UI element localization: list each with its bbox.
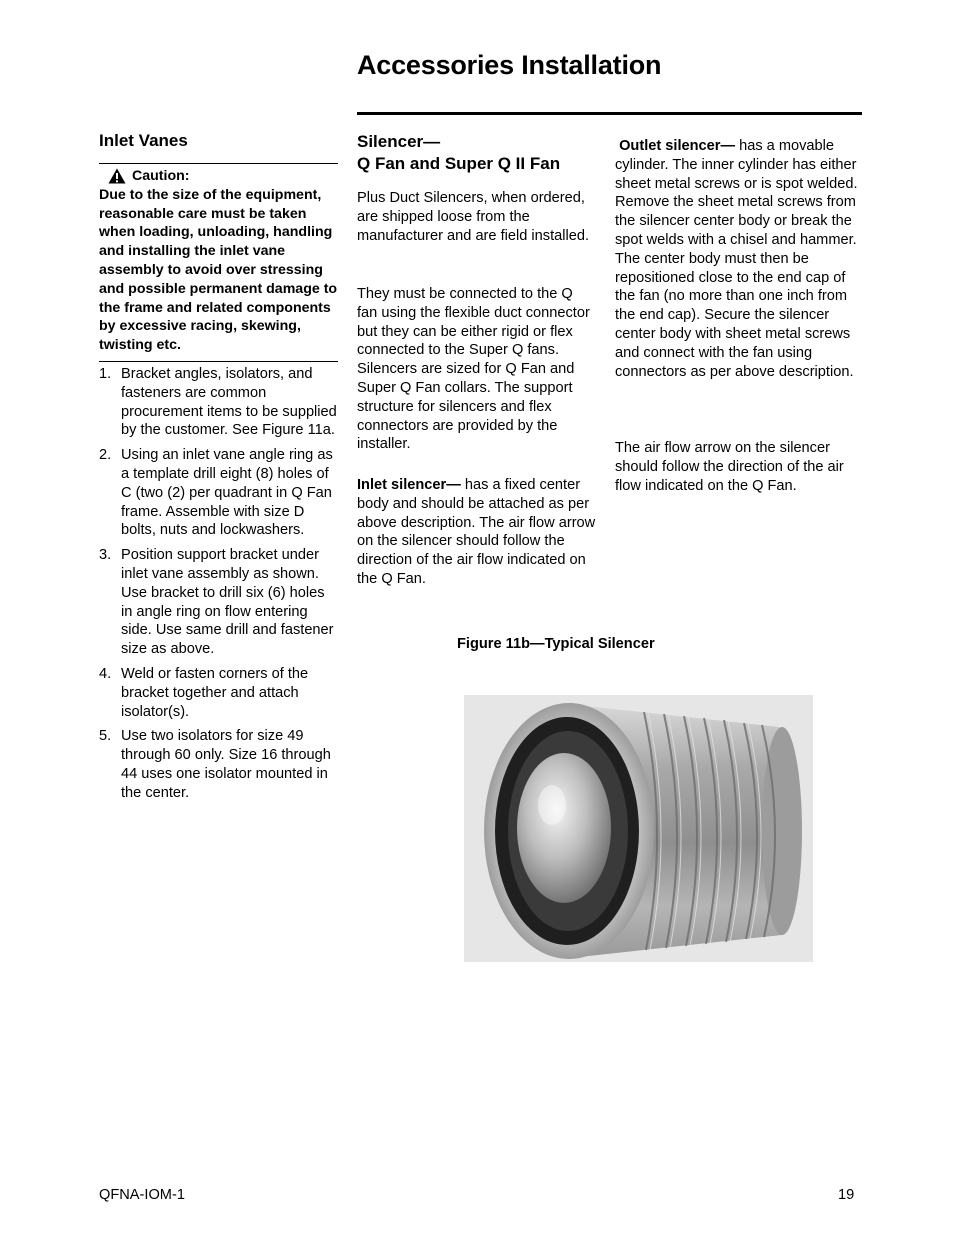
inlet-vanes-heading: Inlet Vanes [99,131,188,150]
outlet-silencer-text: has a movable cylinder. The inner cylinder has either sheet metal screws or is spot welded. Remove the sheet metal screws from the silencer center body or break the spot welds with a chisel and hammer. The center body must then be repositioned close to the end cap of the fan (no more than one inch from the end cap). Secure the silencer center body with sheet metal screws and connect with the fan using connectors as per above description. [615,138,858,380]
step-number: 4. [99,665,112,682]
step-number: 2. [99,447,112,464]
inlet-silencer-text: has a fixed center body and should be attached as per above description. The air flow arrow on the silencer should follow the direction of the air flow indicated on the Q Fan. [357,477,596,587]
installation-steps [99,365,339,809]
caution-text: Due to the size of the equipment, reasonable care must be taken when loading, unloading, handling and installing the inlet vane assembly to avoid over stressing and possible permanent damage to the frame and related components by excessive racing, skewing, twisting etc. [99,186,338,354]
silencer-intro-paragraph: Plus Duct Silencers, when ordered, are shipped loose from the manufacturer and are field installed. [357,190,590,244]
caution-bottom-rule [99,361,338,362]
caution-top-rule [99,163,338,164]
step-text: Position support bracket under inlet vane assembly as shown. Use bracket to drill six (6) holes in angle ring on flow entering side. Use same drill and fastener size as above. [121,547,334,658]
list-item [99,727,339,802]
caution-box [99,167,339,355]
warning-icon [108,168,126,184]
step-text: Weld or fasten corners of the bracket together and attach isolator(s). [121,665,309,720]
outlet-silencer-label: Outlet silencer— [619,138,736,154]
airflow-paragraph: The air flow arrow on the silencer should follow the direction of the air flow indicated on the Q Fan. [615,440,844,494]
step-number: 1. [99,366,112,382]
silencer-connection-paragraph: They must be connected to the Q fan using the flexible duct connector but they can be either rigid or flex connected to the Super Q fans. Silencers are sized for Q Fan and Super Q Fan collars. The support structure for silencers and flex connectors are provided by the installer. [357,286,590,453]
silencer-heading-line1: Silencer— [357,132,441,151]
list-item [99,365,339,440]
caution-label: Caution: [132,168,190,184]
step-text: Using an inlet vane angle ring as a template drill eight (8) holes of C (two (2) per quadrant in Q Fan frame. Assemble with size D bolts, nuts and lockwashers. [121,447,333,539]
list-item [99,546,339,659]
figure-caption: Figure 11b—Typical Silencer [457,636,655,652]
step-number: 3. [99,547,112,564]
silencer-heading-line2: Q Fan and Super Q II Fan [357,154,561,173]
document-code: QFNA-IOM-1 [99,1187,185,1203]
page-number: 19 [838,1187,855,1203]
page-title: Accessories Installation [357,50,662,80]
title-rule [357,112,862,115]
inlet-silencer-paragraph [357,476,599,589]
caution-header [99,167,339,186]
list-item [99,446,339,540]
silencer-heading [357,131,560,175]
step-number: 5. [99,728,112,745]
outlet-silencer-paragraph [615,137,860,381]
step-text: Bracket angles, isolators, and fasteners are common procurement items to be supplied by the customer. See Figure 11a. [121,366,337,439]
list-item [99,665,339,721]
inlet-silencer-label: Inlet silencer— [357,477,461,493]
step-text: Use two isolators for size 49 through 60 only. Size 16 through 44 uses one isolator mounted in the center. [121,728,331,801]
silencer-photo [464,695,813,962]
